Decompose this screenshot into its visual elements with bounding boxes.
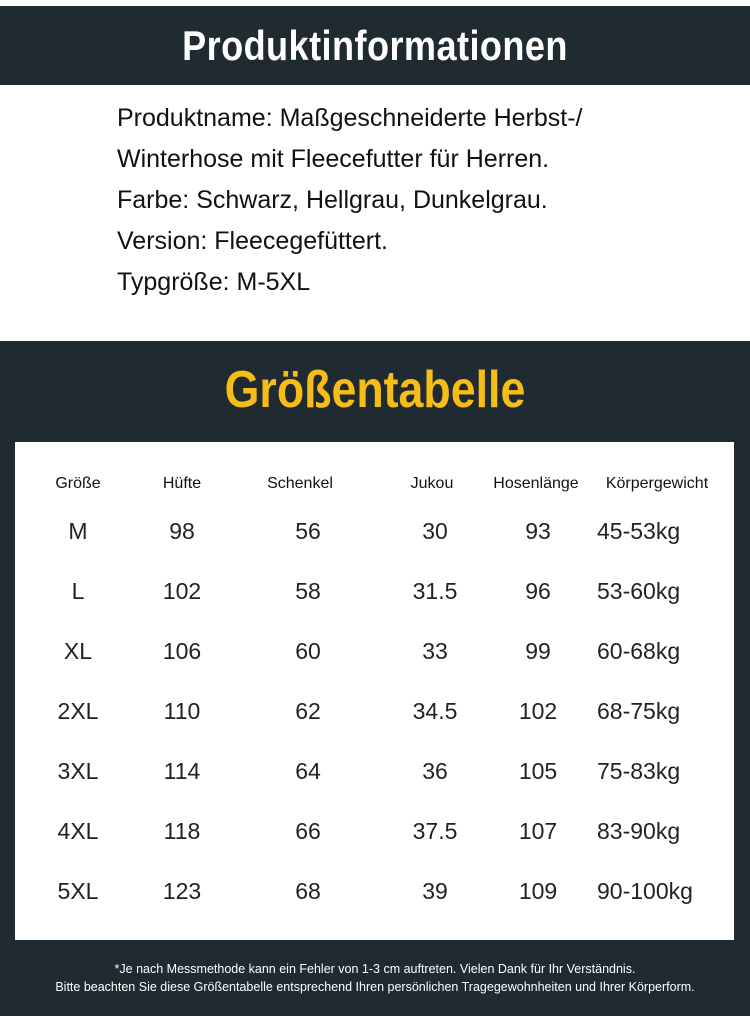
footnote-line: Bitte beachten Sie diese Größentabelle entsprechend Ihren persönlichen Tragegewohnheiten und Ihrer Körperform. — [55, 980, 695, 994]
table-cell-weight: 45-53kg — [597, 518, 681, 544]
table-cell-jukou: 33 — [422, 638, 448, 664]
table-cell-thigh: 64 — [295, 758, 321, 784]
table-cell-hip: 123 — [162, 878, 202, 904]
table-cell-weight: 90-100kg — [597, 878, 693, 904]
table-cell-size: M — [68, 518, 88, 544]
table-cell-weight: 60-68kg — [597, 638, 681, 664]
table-cell-thigh: 60 — [295, 638, 321, 664]
table-cell-weight: 83-90kg — [597, 818, 681, 844]
size-table — [15, 442, 734, 940]
table-cell-size: 5XL — [57, 878, 99, 904]
info-line: Farbe: Schwarz, Hellgrau, Dunkelgrau. — [117, 186, 548, 214]
column-header-thigh: Schenkel — [267, 475, 333, 492]
footnote-line: *Je nach Messmethode kann ein Fehler von 1-3 cm auftreten. Vielen Dank für Ihr Verständnis. — [114, 962, 636, 976]
column-header-weight: Körpergewicht — [605, 475, 709, 492]
table-cell-length: 109 — [518, 878, 558, 904]
table-cell-jukou: 34.5 — [412, 698, 458, 724]
table-cell-jukou: 37.5 — [412, 818, 458, 844]
info-line: Typgröße: M-5XL — [117, 268, 311, 296]
size-chart-title: Größentabelle — [224, 361, 526, 419]
info-line: Version: Fleecegefüttert. — [117, 227, 388, 255]
table-cell-thigh: 66 — [295, 818, 321, 844]
table-cell-hip: 98 — [169, 518, 195, 544]
table-cell-size: L — [71, 578, 85, 604]
column-header-length: Hosenlänge — [493, 475, 579, 492]
table-cell-jukou: 30 — [422, 518, 448, 544]
info-line: Winterhose mit Fleecefutter für Herren. — [117, 145, 550, 173]
column-header-jukou: Jukou — [410, 475, 454, 492]
table-cell-size: 3XL — [57, 758, 99, 784]
table-cell-length: 96 — [525, 578, 551, 604]
table-cell-thigh: 68 — [295, 878, 321, 904]
table-cell-hip: 106 — [162, 638, 202, 664]
table-cell-size: 2XL — [57, 698, 99, 724]
table-cell-size: 4XL — [57, 818, 99, 844]
table-cell-length: 93 — [525, 518, 551, 544]
table-cell-length: 102 — [518, 698, 558, 724]
table-cell-jukou: 39 — [422, 878, 448, 904]
column-header-size: Größe — [55, 475, 101, 492]
table-cell-jukou: 36 — [422, 758, 448, 784]
table-cell-thigh: 58 — [295, 578, 321, 604]
table-cell-weight: 68-75kg — [597, 698, 681, 724]
table-cell-hip: 102 — [162, 578, 202, 604]
table-cell-size: XL — [63, 638, 93, 664]
column-header-hip: Hüfte — [162, 475, 202, 492]
table-cell-jukou: 31.5 — [412, 578, 458, 604]
table-cell-hip: 114 — [163, 758, 201, 784]
page-title: Produktinformationen — [182, 22, 568, 69]
table-cell-thigh: 56 — [295, 518, 321, 544]
table-cell-length: 107 — [518, 818, 558, 844]
product-info — [117, 98, 717, 303]
table-cell-length: 105 — [518, 758, 558, 784]
info-line: Produktname: Maßgeschneiderte Herbst-/ — [117, 104, 583, 132]
table-cell-thigh: 62 — [295, 698, 321, 724]
table-cell-weight: 53-60kg — [597, 578, 681, 604]
table-cell-hip: 118 — [163, 818, 201, 844]
table-cell-length: 99 — [525, 638, 551, 664]
table-cell-weight: 75-83kg — [597, 758, 681, 784]
table-cell-hip: 110 — [163, 698, 201, 724]
